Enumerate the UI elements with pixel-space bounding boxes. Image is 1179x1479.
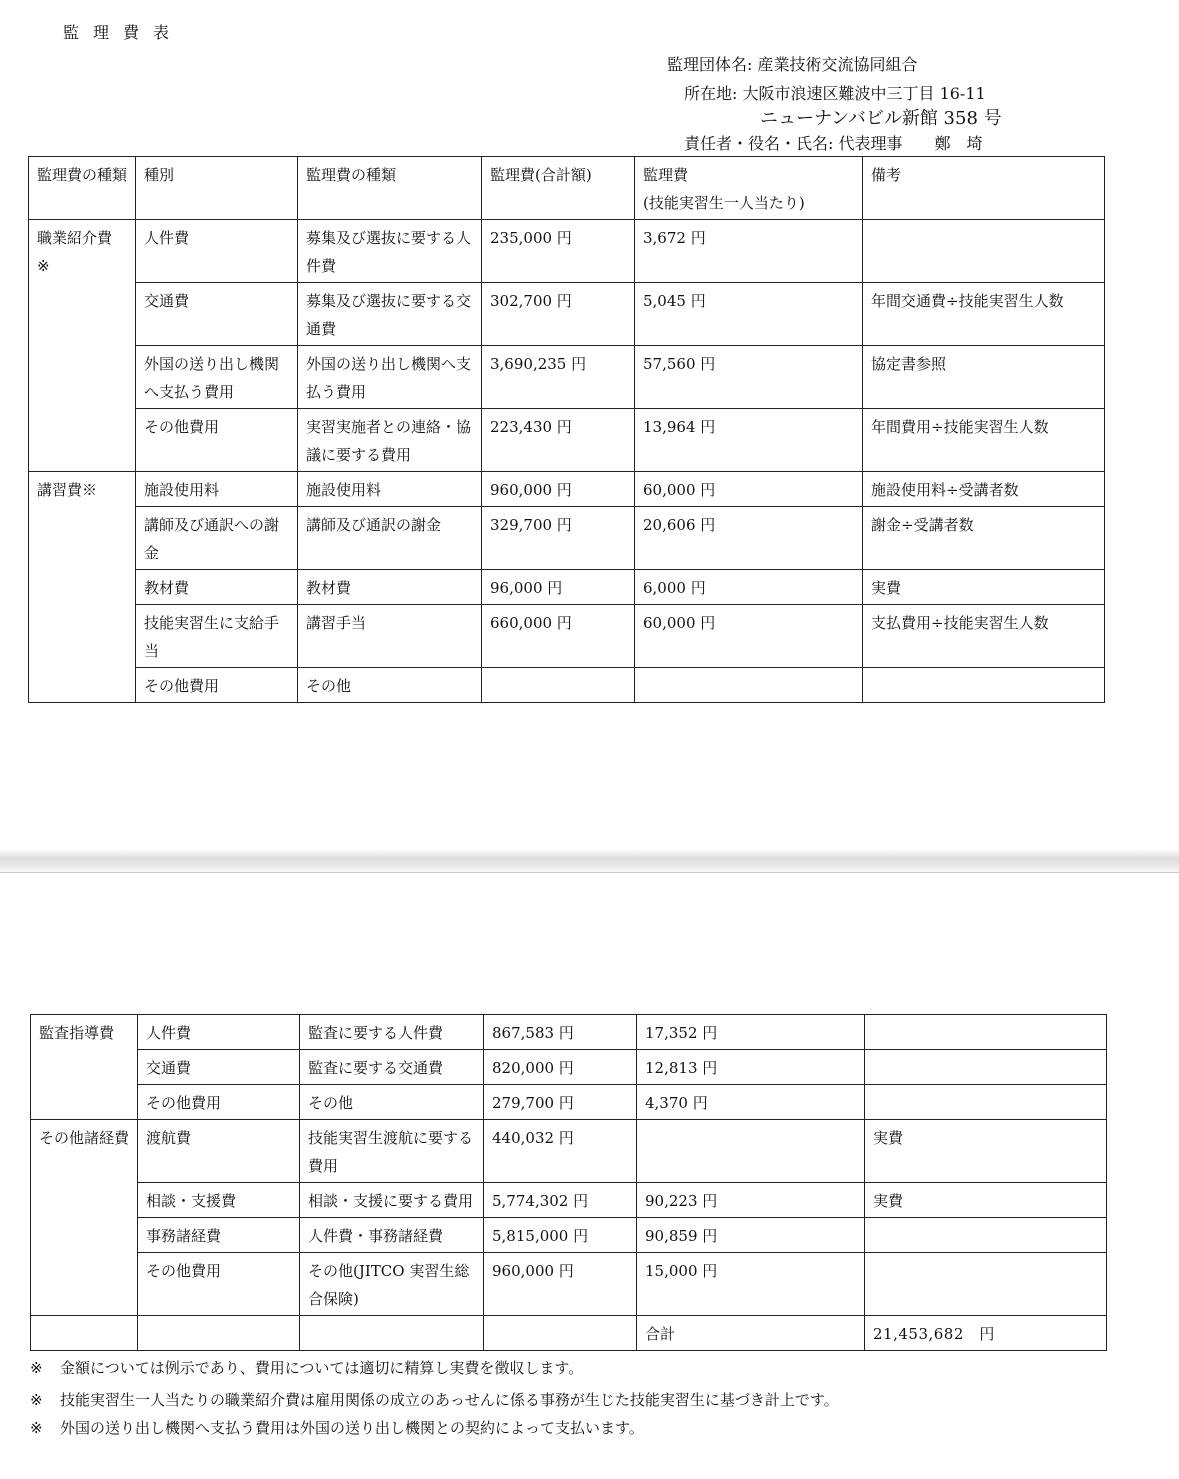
cell-total: 5,774,302 円 [484,1183,637,1218]
cell-remarks [865,1015,1107,1050]
cell-per-trainee: 6,000 円 [635,570,863,605]
cell-kind: 施設使用料 [298,472,482,507]
cell-type: 人件費 [136,220,298,283]
cell-kind: 監査に要する人件費 [300,1015,484,1050]
cell-per-trainee: 60,000 円 [635,472,863,507]
cell-remarks [865,1218,1107,1253]
cell-type: その他費用 [136,409,298,472]
cell-remarks: 年間交通費÷技能実習生人数 [863,283,1105,346]
note-2 [30,1389,839,1410]
table-row [31,1218,1107,1253]
cell-total: 96,000 円 [482,570,635,605]
cell-per-trainee: 17,352 円 [637,1015,865,1050]
cell-per-trainee [635,668,863,703]
total-empty-cell [31,1316,138,1351]
table-row [31,1120,1107,1183]
cell-remarks [863,668,1105,703]
cell-total: 223,430 円 [482,409,635,472]
group-audit-guidance: 監査指導費 [31,1015,138,1120]
cell-per-trainee: 90,223 円 [637,1183,865,1218]
cell-per-trainee: 12,813 円 [637,1050,865,1085]
cell-kind: 講習手当 [298,605,482,668]
org-address-line2: ニューナンバビル新館 358 号 [760,108,1002,129]
total-empty-cell [138,1316,300,1351]
table-row [29,507,1105,570]
document-title: 監理費表 [63,23,184,42]
cell-per-trainee: 15,000 円 [637,1253,865,1316]
cell-per-trainee: 5,045 円 [635,283,863,346]
table-row [29,346,1105,409]
cell-type: その他費用 [136,668,298,703]
cell-total: 279,700 円 [484,1085,637,1120]
total-value: 21,453,682 円 [865,1316,1107,1351]
cell-type: 外国の送り出し機関へ支払う費用 [136,346,298,409]
cell-kind: その他 [300,1085,484,1120]
header-remarks: 備考 [863,157,1105,220]
header-per-trainee: 監理費 (技能実習生一人当たり) [635,157,863,220]
cell-total: 820,000 円 [484,1050,637,1085]
cell-total: 235,000 円 [482,220,635,283]
cell-per-trainee: 4,370 円 [637,1085,865,1120]
fee-table-1 [28,156,1105,703]
total-empty-cell [300,1316,484,1351]
org-name: 監理団体名: 産業技術交流協同組合 [667,55,918,74]
cell-kind: 監査に要する交通費 [300,1050,484,1085]
table-row [29,570,1105,605]
table-row [31,1253,1107,1316]
total-row [31,1316,1107,1351]
cell-remarks: 実費 [865,1183,1107,1218]
cell-kind: 募集及び選抜に要する人件費 [298,220,482,283]
cell-type: 渡航費 [138,1120,300,1183]
table-row [31,1085,1107,1120]
total-empty-cell [484,1316,637,1351]
cell-remarks: 実費 [865,1120,1107,1183]
org-address-line1: 所在地: 大阪市浪速区難波中三丁目 16-11 [684,84,986,103]
cell-remarks [865,1085,1107,1120]
cell-kind: 募集及び選抜に要する交通費 [298,283,482,346]
cell-total: 5,815,000 円 [484,1218,637,1253]
table-row [31,1183,1107,1218]
cell-kind: 外国の送り出し機関へ支払う費用 [298,346,482,409]
table-row [29,409,1105,472]
note-mark: ※ [30,1391,43,1409]
header-type: 種別 [136,157,298,220]
cell-kind: 相談・支援に要する費用 [300,1183,484,1218]
header-total: 監理費(合計額) [482,157,635,220]
cell-remarks [863,220,1105,283]
table-row [29,605,1105,668]
cell-remarks: 年間費用÷技能実習生人数 [863,409,1105,472]
table-header-row [29,157,1105,220]
cell-type: 事務諸経費 [138,1218,300,1253]
cell-kind: その他 [298,668,482,703]
cell-type: 交通費 [136,283,298,346]
fee-table-2 [30,1014,1107,1351]
table-row [31,1015,1107,1050]
cell-total: 302,700 円 [482,283,635,346]
cell-type: 施設使用料 [136,472,298,507]
cell-per-trainee: 20,606 円 [635,507,863,570]
cell-total: 960,000 円 [482,472,635,507]
cell-remarks: 支払費用÷技能実習生人数 [863,605,1105,668]
cell-remarks [865,1050,1107,1085]
cell-per-trainee [637,1120,865,1183]
note-text: 外国の送り出し機関へ支払う費用は外国の送り出し機関との契約によって支払います。 [60,1419,644,1437]
note-text: 金額については例示であり、費用については適切に精算し実費を徴収します。 [60,1359,584,1377]
cell-type: 交通費 [138,1050,300,1085]
page-separator [0,850,1179,873]
cell-total: 440,032 円 [484,1120,637,1183]
note-mark: ※ [30,1419,43,1437]
header-category: 監理費の種類 [29,157,136,220]
cell-type: 技能実習生に支給手当 [136,605,298,668]
header-kind: 監理費の種類 [298,157,482,220]
note-text: 技能実習生一人当たりの職業紹介費は雇用関係の成立のあっせんに係る事務が生じた技能実習生に基づき計上です。 [60,1391,839,1409]
cell-type: 人件費 [138,1015,300,1050]
cell-type: 講師及び通訳への謝金 [136,507,298,570]
note-3 [30,1417,644,1438]
cell-total: 960,000 円 [484,1253,637,1316]
cell-remarks: 謝金÷受講者数 [863,507,1105,570]
cell-per-trainee: 13,964 円 [635,409,863,472]
table-row [29,668,1105,703]
table-row [29,220,1105,283]
table-row [29,283,1105,346]
cell-total: 3,690,235 円 [482,346,635,409]
cell-kind: 教材費 [298,570,482,605]
cell-remarks: 協定書参照 [863,346,1105,409]
cell-remarks: 実費 [863,570,1105,605]
cell-kind: その他(JITCO 実習生総合保険) [300,1253,484,1316]
cell-kind: 実習実施者との連絡・協議に要する費用 [298,409,482,472]
note-1 [30,1357,583,1378]
cell-total: 329,700 円 [482,507,635,570]
group-training: 講習費※ [29,472,136,703]
cell-remarks [865,1253,1107,1316]
cell-kind: 技能実習生渡航に要する費用 [300,1120,484,1183]
cell-type: その他費用 [138,1253,300,1316]
cell-kind: 人件費・事務諸経費 [300,1218,484,1253]
cell-type: 教材費 [136,570,298,605]
cell-per-trainee: 57,560 円 [635,346,863,409]
note-mark: ※ [30,1359,43,1377]
group-job-placement: 職業紹介費 ※ [29,220,136,472]
cell-total: 867,583 円 [484,1015,637,1050]
group-other-expenses: その他諸経費 [31,1120,138,1316]
cell-per-trainee: 60,000 円 [635,605,863,668]
cell-total [482,668,635,703]
total-label: 合計 [637,1316,865,1351]
cell-type: その他費用 [138,1085,300,1120]
table-row [29,472,1105,507]
cell-kind: 講師及び通訳の謝金 [298,507,482,570]
table-row [31,1050,1107,1085]
org-representative: 責任者・役名・氏名: 代表理事 鄭 埼 [684,134,983,153]
cell-type: 相談・支援費 [138,1183,300,1218]
cell-per-trainee: 90,859 円 [637,1218,865,1253]
cell-remarks: 施設使用料÷受講者数 [863,472,1105,507]
cell-total: 660,000 円 [482,605,635,668]
cell-per-trainee: 3,672 円 [635,220,863,283]
